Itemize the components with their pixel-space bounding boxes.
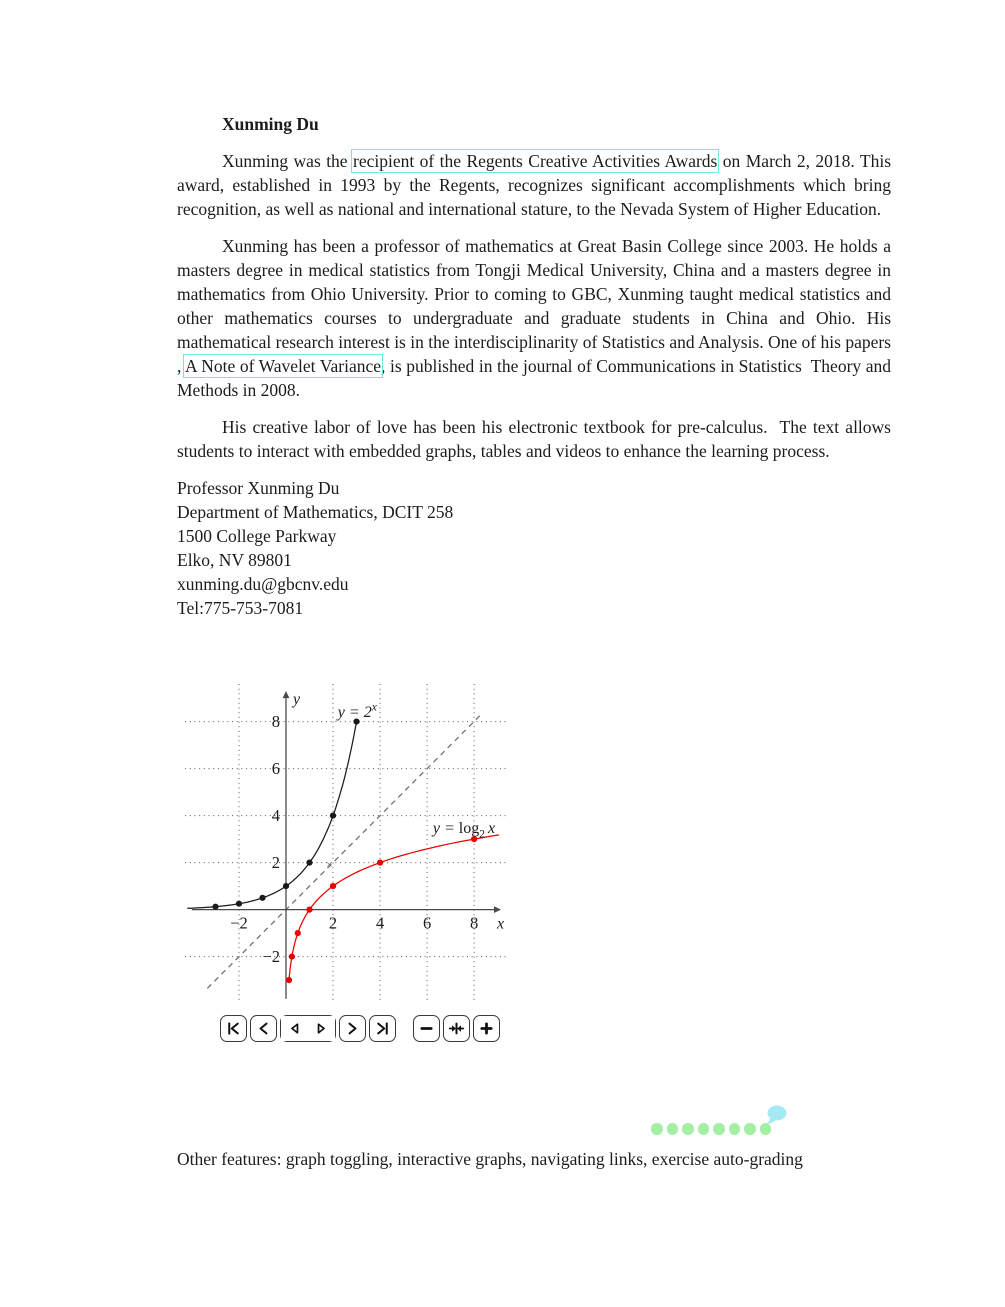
x-tick-label: 4 xyxy=(375,913,385,933)
triangle-right-icon xyxy=(313,1020,330,1037)
progress-dot xyxy=(713,1123,725,1135)
zoom-out-button[interactable] xyxy=(413,1015,440,1042)
progress-dot xyxy=(651,1123,663,1135)
step-forward-button[interactable] xyxy=(308,1016,335,1041)
graph-toolbar xyxy=(220,1015,891,1042)
progress-dots xyxy=(651,1123,775,1135)
data-point[interactable] xyxy=(286,977,292,983)
paragraph-text: Xunming has been a professor of mathematics at Great Basin College since 2003. He holds a masters degree in medical statistics from Tongji Medical University, China and a masters degree in mathematics from Ohio University. Prior to coming to GBC, Xunming taught medical statistics and other mathematics courses to undergraduate and graduate students in China and Ohio. His mathematical research interest is in the interdisciplinarity of Statistics and Analysis. One of his papers , xyxy=(177,236,891,376)
y-tick-label: −2 xyxy=(262,947,280,967)
x-tick-label: 6 xyxy=(422,913,432,933)
contact-line: Professor Xunming Du xyxy=(177,478,340,498)
progress-dot xyxy=(667,1123,679,1135)
paragraphs-block xyxy=(177,149,891,463)
step-back-button[interactable] xyxy=(281,1016,308,1041)
y-axis-arrow xyxy=(283,691,290,698)
chevron-right-icon xyxy=(344,1020,361,1037)
data-point[interactable] xyxy=(330,813,336,819)
function-graph[interactable] xyxy=(185,684,511,1006)
progress-dot xyxy=(698,1123,710,1135)
contact-line: Department of Mathematics, DCIT 258 xyxy=(177,502,454,522)
paper-link[interactable]: A Note of Wavelet Variance xyxy=(184,356,382,376)
data-point[interactable] xyxy=(306,860,312,866)
paragraph xyxy=(177,234,891,402)
contact-line: Tel:775-753-7081 xyxy=(177,598,304,618)
contact-line: 1500 College Parkway xyxy=(177,526,337,546)
plus-icon xyxy=(478,1020,495,1037)
paragraph xyxy=(177,415,891,463)
x-axis-label: x xyxy=(497,915,505,933)
paragraph-text: , is published in the journal of Communications in Statistics Theory and Methods in 2008. xyxy=(177,356,891,400)
paragraph-text: His creative labor of love has been his electronic textbook for pre-calculus. The text allows students to interact with embedded graphs, tables and videos to enhance the learning process. xyxy=(177,417,891,461)
graph-canvas[interactable] xyxy=(185,684,511,1006)
speech-bubble-shape xyxy=(761,1104,791,1130)
page-title: Xunming Du xyxy=(222,114,319,134)
prev-button[interactable] xyxy=(250,1015,277,1042)
curve-label: $y = 2^x$ xyxy=(337,701,377,721)
data-point[interactable] xyxy=(306,907,312,913)
y-tick-label: 8 xyxy=(271,712,280,732)
contact-line: Elko, NV 89801 xyxy=(177,550,292,570)
data-point[interactable] xyxy=(289,954,295,960)
footer-note: Other features: graph toggling, interactive graphs, navigating links, exercise auto-grading xyxy=(177,1149,803,1169)
chevron-left-icon xyxy=(255,1020,272,1037)
x-tick-label: −2 xyxy=(230,913,248,933)
first-button[interactable] xyxy=(220,1015,247,1042)
contact-line: xunming.du@gbcnv.edu xyxy=(177,574,349,594)
paragraph xyxy=(177,149,891,221)
data-point[interactable] xyxy=(377,860,383,866)
data-point[interactable] xyxy=(283,883,289,889)
curve-label: $y = \log_2 x$ xyxy=(432,820,496,841)
paragraph-text: Xunming was the xyxy=(222,151,354,171)
data-point[interactable] xyxy=(212,904,218,910)
next-button[interactable] xyxy=(339,1015,366,1042)
curve-identity xyxy=(207,713,482,988)
data-point[interactable] xyxy=(330,883,336,889)
zoom-reset-button[interactable] xyxy=(443,1015,470,1042)
triangle-left-icon xyxy=(286,1020,303,1037)
award-link[interactable]: recipient of the Regents Creative Activities Awards xyxy=(353,151,718,171)
last-button[interactable] xyxy=(369,1015,396,1042)
plot-svg[interactable] xyxy=(185,684,509,1001)
paragraph-text: on March 2, 2018. This award, established in 1993 by the Regents, recognizes significant accomplishments which bring recognition, as well as national and international stature, to the Nevada System of Higher Education. xyxy=(177,151,892,219)
document-content xyxy=(177,112,891,1042)
progress-dot xyxy=(744,1123,756,1135)
zoom-in-button[interactable] xyxy=(473,1015,500,1042)
contact-block xyxy=(177,476,891,620)
step-button-pair xyxy=(280,1015,336,1042)
data-point[interactable] xyxy=(236,901,242,907)
x-tick-label: 2 xyxy=(328,913,338,933)
curve-log2 xyxy=(289,835,499,980)
skip-to-start-icon xyxy=(225,1020,242,1037)
x-tick-label: 8 xyxy=(469,913,479,933)
data-point[interactable] xyxy=(259,895,265,901)
data-point[interactable] xyxy=(295,930,301,936)
y-axis-label: y xyxy=(293,691,301,709)
collapse-horizontal-icon xyxy=(448,1020,465,1037)
y-tick-label: 6 xyxy=(271,759,280,779)
progress-dot xyxy=(729,1123,741,1135)
x-axis-arrow xyxy=(494,906,501,913)
y-tick-label: 4 xyxy=(271,806,280,826)
comment-bubble-icon[interactable] xyxy=(761,1104,791,1135)
cross-marker: × xyxy=(326,858,333,871)
y-tick-label: 2 xyxy=(271,853,280,873)
minus-icon xyxy=(418,1020,435,1037)
progress-dot xyxy=(682,1123,694,1135)
skip-to-end-icon xyxy=(374,1020,391,1037)
